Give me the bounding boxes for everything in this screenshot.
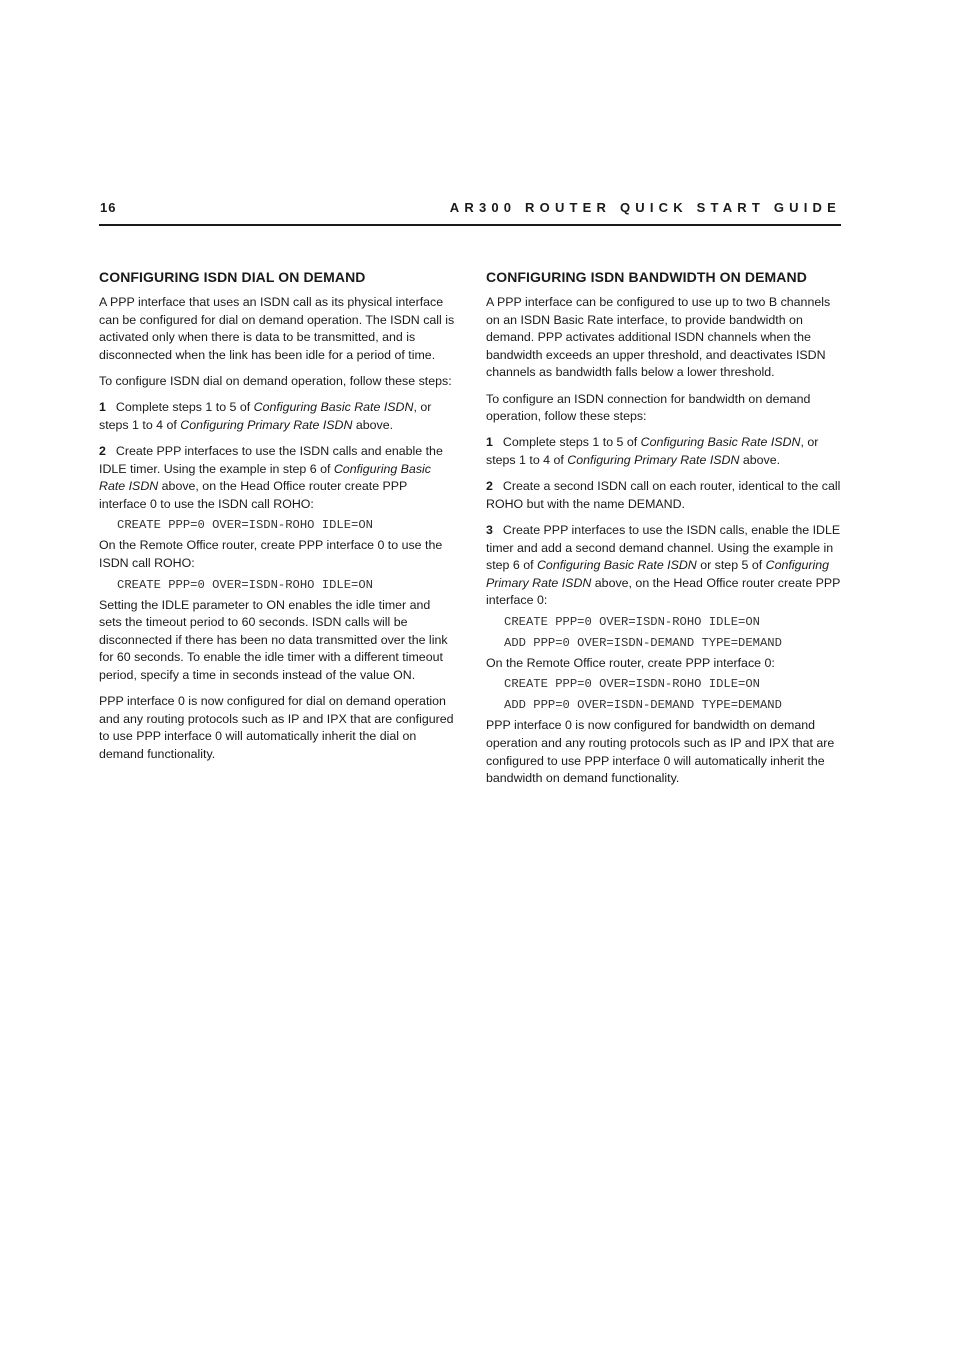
- code-line: CREATE PPP=0 OVER=ISDN-ROHO IDLE=ON: [504, 677, 760, 692]
- paragraph: On the Remote Office router, create PPP interface 0 to use the ISDN call ROHO:: [99, 538, 443, 570]
- step-text: or step 5 of: [696, 558, 766, 573]
- step-number: 1: [486, 435, 493, 450]
- step-text: above, on the Head Office router create PPP interface 0 to use the ISDN call ROHO:: [99, 479, 408, 511]
- code-line: ADD PPP=0 OVER=ISDN-DEMAND TYPE=DEMAND: [504, 698, 782, 713]
- paragraph: On the Remote Office router, create PPP interface 0:: [486, 655, 775, 670]
- code-line: CREATE PPP=0 OVER=ISDN-ROHO IDLE=ON: [504, 614, 760, 629]
- running-title: AR300 ROUTER QUICK START GUIDE: [449, 200, 841, 215]
- page-number: 16: [100, 200, 117, 215]
- paragraph: PPP interface 0 is now configured for dial on demand operation and any routing protocols such as IP and IPX that are configured to use PPP interface 0 will automatically inherit the dial on demand functionality.: [99, 694, 454, 761]
- step-1: [99, 399, 455, 434]
- code-line: ADD PPP=0 OVER=ISDN-DEMAND TYPE=DEMAND: [504, 635, 782, 650]
- section-heading: CONFIGURING ISDN DIAL ON DEMAND: [99, 269, 366, 285]
- right-column: [486, 266, 842, 796]
- cross-reference: Configuring Basic Rate ISDN: [99, 461, 431, 494]
- step-number: 2: [486, 479, 493, 494]
- code-line: CREATE PPP=0 OVER=ISDN-ROHO IDLE=ON: [117, 577, 373, 592]
- step-text: , or steps 1 to 4 of: [99, 400, 432, 432]
- step-text: above.: [352, 417, 394, 432]
- cross-reference: Configuring Basic Rate ISDN: [253, 400, 414, 415]
- paragraph: A PPP interface can be configured to use up to two B channels on an ISDN Basic Rate interface, to provide bandwidth on demand. PPP activates additional ISDN channels when the bandwidth exceeds an upper threshold, and deactivates ISDN channels as bandwidth falls below a lower threshold.: [486, 295, 831, 380]
- section-heading: CONFIGURING ISDN BANDWIDTH ON DEMAND: [486, 269, 807, 285]
- cross-reference: Configuring Primary Rate ISDN: [567, 452, 740, 467]
- cross-reference: Configuring Basic Rate ISDN: [536, 558, 697, 573]
- page-header: [99, 198, 841, 226]
- paragraph: To configure ISDN dial on demand operation, follow these steps:: [99, 373, 452, 388]
- paragraph: Setting the IDLE parameter to ON enables the idle timer and sets the timeout period to 60 seconds. ISDN calls will be disconnected if there has been no data transmitted over the link for 60 seconds. To enable the idle timer with a different timeout period, specify a time in seconds instead of the value ON.: [99, 597, 448, 682]
- left-column: [99, 266, 455, 772]
- step-number: 3: [486, 522, 493, 537]
- paragraph: PPP interface 0 is now configured for bandwidth on demand operation and any routing protocols such as IP and IPX that are configured to use PPP interface 0 will automatically inherit the bandwidth on demand functionality.: [486, 718, 835, 786]
- step-number: 2: [99, 443, 106, 458]
- step-2: [99, 443, 455, 513]
- paragraph: A PPP interface that uses an ISDN call as its physical interface can be configured for dial on demand operation. The ISDN call is activated only when there is data to be transmitted, and is disconnected when the link has been idle for a period of time.: [99, 295, 455, 362]
- paragraph: To configure an ISDN connection for bandwidth on demand operation, follow these steps:: [486, 391, 811, 424]
- step-text: above, on the Head Office router create PPP interface 0:: [486, 575, 841, 608]
- step-text: Create a second ISDN call on each router, identical to the call ROHO but with the name DEMAND.: [486, 479, 841, 511]
- step-text: Create PPP interfaces to use the ISDN calls and enable the IDLE timer. Using the example in step 6 of: [99, 443, 443, 476]
- step-2: [486, 478, 842, 513]
- step-1: [486, 434, 842, 469]
- code-line: CREATE PPP=0 OVER=ISDN-ROHO IDLE=ON: [117, 518, 373, 533]
- step-text: , or steps 1 to 4 of: [486, 435, 819, 467]
- cross-reference: Configuring Basic Rate ISDN: [640, 435, 801, 450]
- step-text: Complete steps 1 to 5 of: [502, 435, 641, 450]
- cross-reference: Configuring Primary Rate ISDN: [180, 417, 353, 432]
- step-text: Complete steps 1 to 5 of: [115, 400, 254, 415]
- step-text: above.: [739, 452, 781, 467]
- step-text: Create PPP interfaces to use the ISDN calls, enable the IDLE timer and add a second demand channel. Using the example in step 6 of: [486, 522, 841, 573]
- step-3: [486, 522, 842, 610]
- cross-reference: Configuring Primary Rate ISDN: [486, 558, 830, 590]
- step-number: 1: [99, 400, 106, 415]
